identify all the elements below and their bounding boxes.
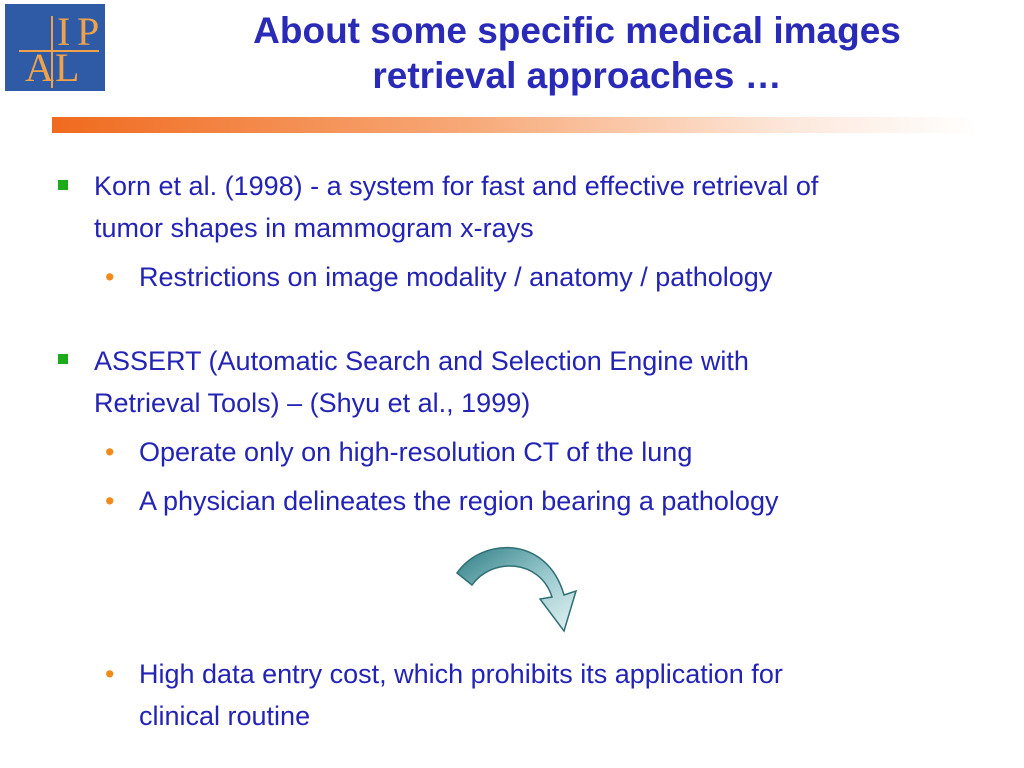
bullet-korn-line-2: tumor shapes in mammogram x-rays (94, 213, 534, 243)
bullet-korn (94, 165, 1014, 249)
dot-bullet-icon: • (105, 437, 115, 467)
curved-down-arrow-icon (452, 535, 597, 635)
bullet-assert-line-1: ASSERT (Automatic Search and Selection Engine with (94, 346, 749, 376)
sub-bullet-operate: Operate only on high-resolution CT of the lung (139, 437, 693, 467)
ipal-logo (5, 4, 105, 91)
slide-title (130, 8, 1024, 98)
dot-bullet-icon: • (105, 262, 115, 292)
bullet-assert (94, 340, 1014, 424)
logo-letter-l: L (55, 45, 80, 90)
logo-letter-a: A (25, 45, 54, 90)
bullet-assert-line-2: Retrieval Tools) – (Shyu et al., 1999) (94, 388, 531, 418)
slide-title-line-2: retrieval approaches … (372, 55, 782, 96)
square-bullet-icon (58, 180, 68, 190)
sub-bullet-restrictions: Restrictions on image modality / anatomy / pathology (139, 262, 773, 292)
sub-bullet-physician: A physician delineates the region bearing a pathology (139, 486, 779, 516)
dot-bullet-icon: • (105, 486, 115, 516)
slide-title-line-1: About some specific medical images (253, 10, 901, 51)
sub-bullet-high-cost-line-1: High data entry cost, which prohibits its application for (139, 659, 783, 689)
dot-bullet-icon: • (105, 659, 115, 689)
bullet-korn-line-1: Korn et al. (1998) - a system for fast and effective retrieval of (94, 171, 819, 201)
sub-bullet-high-cost-line-2: clinical routine (139, 701, 311, 731)
title-underline-bar (52, 117, 977, 133)
square-bullet-icon (58, 354, 68, 364)
sub-bullet-high-cost (139, 653, 999, 737)
logo-letter-p: P (77, 9, 100, 54)
logo-letter-i: I (57, 9, 71, 54)
